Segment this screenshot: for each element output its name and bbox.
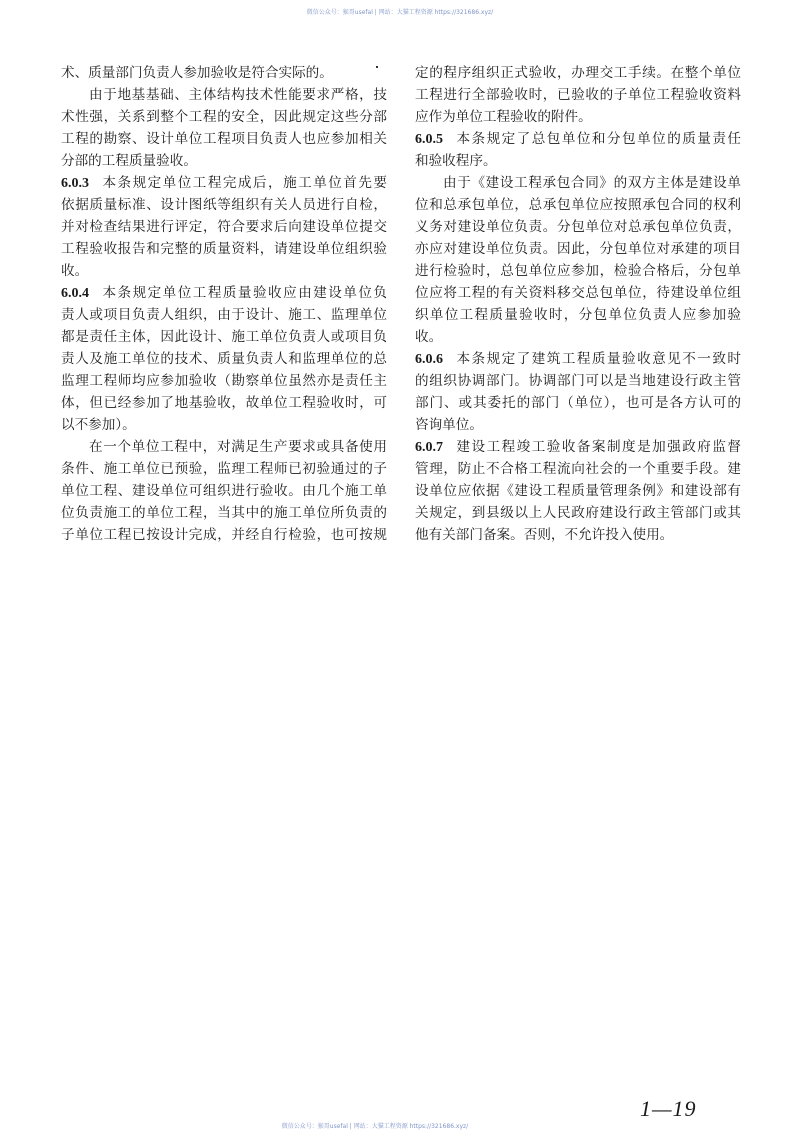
watermark-top: 微信公众号：猴哥usefal | 网站：大猫工程资源 https://321686.xyz/ xyxy=(306,9,494,16)
text-line xyxy=(415,84,741,106)
line-text: 本条规定了建筑工程质量验收意见不一致时 xyxy=(455,351,741,367)
line-text: 织单位工程质量验收时，分包单位负责人应参加验 xyxy=(415,307,741,323)
line-text: 义务对建设单位负责。分包单位对总承包单位负责， xyxy=(415,219,741,235)
right-column xyxy=(415,62,741,546)
paragraph xyxy=(415,62,741,128)
text-line xyxy=(61,282,387,304)
text-line xyxy=(415,502,741,524)
text-line xyxy=(61,150,387,172)
text-line xyxy=(61,238,387,260)
line-text: 由于地基基础、主体结构技术性能要求严格，技 xyxy=(89,87,387,103)
line-text: 单位工程、建设单位可组织进行验收。由几个施工单 xyxy=(61,483,387,499)
text-line xyxy=(415,106,741,128)
clause-6-0-3 xyxy=(61,172,387,282)
line-text: 工程进行全部验收时，已验收的子单位工程验收资料 xyxy=(415,87,741,103)
line-text: 体，但已经参加了地基验收，故单位工程验收时，可 xyxy=(61,395,387,411)
text-line xyxy=(61,194,387,216)
text-line xyxy=(415,216,741,238)
text-line xyxy=(61,128,387,150)
line-text: 并对检查结果进行评定，符合要求后向建设单位提交 xyxy=(61,219,387,235)
line-text: 以不参加）。 xyxy=(61,417,136,433)
text-line xyxy=(61,326,387,348)
text-line xyxy=(61,62,387,84)
clause-6-0-4 xyxy=(61,282,387,436)
line-text: 由于《建设工程承包合同》的双方主体是建设单 xyxy=(443,175,741,191)
line-text: 的组织协调部门。协调部门可以是当地建设行政主管 xyxy=(415,373,741,389)
text-line xyxy=(61,216,387,238)
line-text: 应作为单位工程验收的附件。 xyxy=(415,109,592,125)
line-text: 进行检验时，总包单位应参加，检验合格后，分包单 xyxy=(415,263,741,279)
line-text: 工程的勘察、设计单位工程项目负责人也应参加相关 xyxy=(61,131,387,147)
line-text: 在一个单位工程中，对满足生产要求或具备使用 xyxy=(89,439,387,455)
line-text: 都是责任主体，因此设计、施工单位负责人或项目负 xyxy=(61,329,387,345)
line-text: 子单位工程已按设计完成，并经自行检验，也可按规 xyxy=(61,527,387,543)
line-text: 本条规定单位工程完成后，施工单位首先要 xyxy=(101,175,387,191)
text-line xyxy=(415,282,741,304)
text-line xyxy=(61,260,387,282)
text-line xyxy=(415,150,741,172)
line-text: 术性强，关系到整个工程的安全，因此规定这些分部 xyxy=(61,109,387,125)
page-number: 1—19 xyxy=(640,1096,697,1121)
line-text: 条件、施工单位已预验，监理工程师已初验通过的子 xyxy=(61,461,387,477)
text-line xyxy=(415,326,741,348)
text-line xyxy=(415,414,741,436)
watermark-bottom: 微信公众号：猴哥usefal | 网站：大猫工程资源 https://321686.xyz/ xyxy=(281,1123,469,1130)
text-line xyxy=(415,436,741,458)
text-line xyxy=(61,414,387,436)
line-text: 建设工程竣工验收备案制度是加强政府监督 xyxy=(455,439,741,455)
text-line xyxy=(415,480,741,502)
line-text: 术、质量部门负责人参加验收是符合实际的。 xyxy=(61,65,333,81)
clause-6-0-5 xyxy=(415,128,741,172)
line-text: 依据质量标准、设计图纸等组织有关人员进行自检， xyxy=(61,197,387,213)
line-text: 分部的工程质量验收。 xyxy=(61,153,197,169)
text-line xyxy=(61,480,387,502)
clause-number: 6.0.6 xyxy=(415,352,443,367)
text-line xyxy=(415,238,741,260)
paragraph xyxy=(415,172,741,348)
line-text: 收。 xyxy=(61,263,89,279)
line-text: 他有关部门备案。否则，不允许投入使用。 xyxy=(415,527,674,543)
paragraph xyxy=(61,62,387,84)
clause-6-0-6 xyxy=(415,348,741,436)
text-line xyxy=(415,172,741,194)
text-line xyxy=(61,84,387,106)
left-column xyxy=(61,62,387,546)
text-line xyxy=(415,370,741,392)
text-line xyxy=(415,458,741,480)
line-text: 咨询单位。 xyxy=(415,417,483,433)
line-text: 位和总承包单位，总承包单位应按照承包合同的权利 xyxy=(415,197,741,213)
text-line xyxy=(415,304,741,326)
clause-number: 6.0.4 xyxy=(61,286,89,301)
text-line xyxy=(61,106,387,128)
line-text: 和验收程序。 xyxy=(415,153,497,169)
text-line xyxy=(61,436,387,458)
text-line xyxy=(61,304,387,326)
text-line xyxy=(61,502,387,524)
line-text: 责人或项目负责人组织，由于设计、施工、监理单位 xyxy=(61,307,387,323)
text-line xyxy=(415,128,741,150)
line-text: 收。 xyxy=(415,329,443,345)
text-line xyxy=(61,172,387,194)
line-text: 部门、或其委托的部门（单位），也可是各方认可的 xyxy=(415,395,741,411)
text-line xyxy=(61,524,387,546)
line-text: 管理，防止不合格工程流向社会的一个重要手段。建 xyxy=(415,461,741,477)
line-text: 监理工程师均应参加验收（勘察单位虽然亦是责任主 xyxy=(61,373,387,389)
text-line xyxy=(415,194,741,216)
clause-number: 6.0.7 xyxy=(415,440,443,455)
text-line xyxy=(415,62,741,84)
paragraph xyxy=(61,84,387,172)
text-line xyxy=(415,524,741,546)
line-text: 定的程序组织正式验收，办理交工手续。在整个单位 xyxy=(415,65,741,81)
text-line xyxy=(61,370,387,392)
line-text: 亦应对建设单位负责。因此，分包单位对承建的项目 xyxy=(415,241,741,257)
line-text: 位负责施工的单位工程，当其中的施工单位所负责的 xyxy=(61,505,387,521)
clause-number: 6.0.3 xyxy=(61,176,89,191)
paragraph xyxy=(61,436,387,546)
line-text: 本条规定单位工程质量验收应由建设单位负 xyxy=(101,285,387,301)
line-text: 位应将工程的有关资料移交总包单位，待建设单位组 xyxy=(415,285,741,301)
text-line xyxy=(61,458,387,480)
text-line xyxy=(61,348,387,370)
line-text: 设单位应依据《建设工程质量管理条例》和建设部有 xyxy=(415,483,741,499)
line-text: 责人及施工单位的技术、质量负责人和监理单位的总 xyxy=(61,351,387,367)
text-line xyxy=(415,348,741,370)
text-line xyxy=(61,392,387,414)
clause-6-0-7 xyxy=(415,436,741,546)
line-text: 本条规定了总包单位和分包单位的质量责任 xyxy=(455,131,741,147)
text-line xyxy=(415,260,741,282)
text-line xyxy=(415,392,741,414)
line-text: 工程验收报告和完整的质量资料，请建设单位组织验 xyxy=(61,241,387,257)
line-text: 关规定，到县级以上人民政府建设行政主管部门或其 xyxy=(415,505,741,521)
clause-number: 6.0.5 xyxy=(415,132,443,147)
